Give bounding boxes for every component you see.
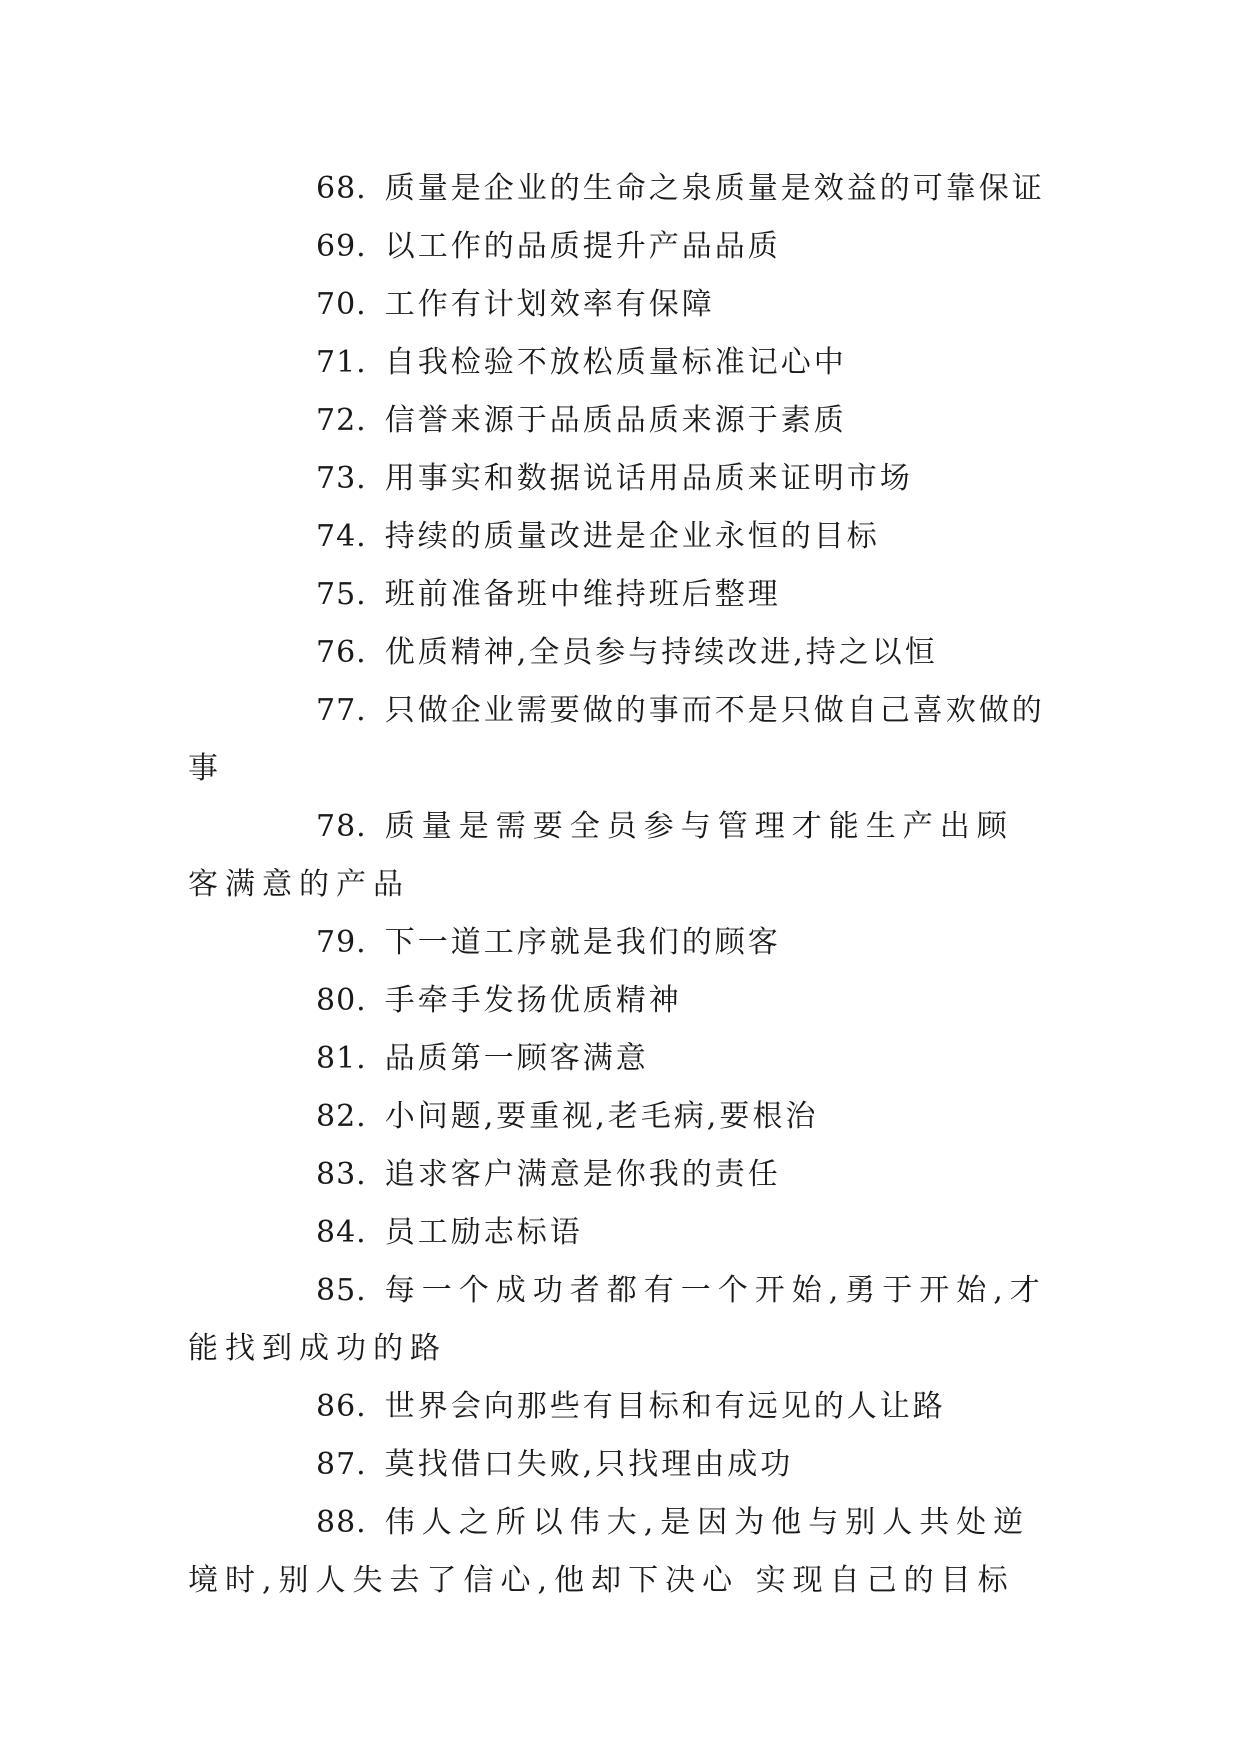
item-text: 品质第一顾客满意 (384, 1041, 649, 1076)
item-number: 88. (316, 1505, 367, 1540)
item-text: 追求客户满意是你我的责任 (384, 1157, 781, 1192)
item-number: 69. (316, 229, 367, 264)
list-item (188, 624, 1048, 682)
item-number: 79. (316, 925, 367, 960)
item-text: 员工励志标语 (384, 1215, 583, 1250)
list-item (188, 450, 1048, 508)
item-text: 只做企业需要做的事而不是只做自己喜欢做的事 (188, 693, 1045, 786)
item-number: 75. (316, 577, 367, 612)
item-number: 77. (316, 693, 367, 728)
item-number: 68. (316, 171, 367, 206)
item-number: 80. (316, 983, 367, 1018)
list-item (188, 914, 1048, 972)
item-text: 用事实和数据说话用品质来证明市场 (384, 461, 913, 496)
item-text: 世界会向那些有目标和有远见的人让路 (384, 1389, 946, 1424)
item-number: 78. (316, 809, 367, 844)
list-item (188, 160, 1048, 218)
list-item (188, 276, 1048, 334)
list-item (188, 1146, 1048, 1204)
item-text: 下一道工序就是我们的顾客 (384, 925, 781, 960)
item-number: 82. (316, 1099, 367, 1134)
item-number: 76. (316, 635, 367, 670)
item-text: 手牵手发扬优质精神 (384, 983, 682, 1018)
list-item (188, 1262, 1048, 1378)
list-item (188, 798, 1048, 914)
item-number: 72. (316, 403, 367, 438)
item-text: 自我检验不放松质量标准记心中 (384, 345, 847, 380)
item-text: 莫找借口失败,只找理由成功 (384, 1447, 794, 1482)
item-number: 81. (316, 1041, 367, 1076)
item-text: 每一个成功者都有一个开始,勇于开始,才能找到成功的路 (188, 1273, 1047, 1366)
item-number: 71. (316, 345, 367, 380)
item-text: 质量是需要全员参与管理才能生产出顾客满意的产品 (188, 809, 1014, 902)
item-number: 85. (316, 1273, 367, 1308)
list-item (188, 972, 1048, 1030)
list-item (188, 508, 1048, 566)
list-item (188, 1436, 1048, 1494)
item-number: 83. (316, 1157, 367, 1192)
list-item (188, 1494, 1048, 1610)
list-item (188, 682, 1048, 798)
item-number: 86. (316, 1389, 367, 1424)
item-text: 以工作的品质提升产品品质 (384, 229, 781, 264)
list-item (188, 334, 1048, 392)
list-item (188, 218, 1048, 276)
item-number: 84. (316, 1215, 367, 1250)
list-item (188, 1378, 1048, 1436)
list-item (188, 1204, 1048, 1262)
item-text: 信誉来源于品质品质来源于素质 (384, 403, 847, 438)
list-item (188, 566, 1048, 624)
item-number: 73. (316, 461, 367, 496)
item-text: 伟人之所以伟大,是因为他与别人共处逆境时,别人失去了信心,他却下决心 实现自己的目标 (188, 1505, 1031, 1598)
item-text: 工作有计划效率有保障 (384, 287, 715, 322)
item-text: 小问题,要重视,老毛病,要根治 (384, 1099, 819, 1134)
item-number: 70. (316, 287, 367, 322)
item-number: 74. (316, 519, 367, 554)
list-item (188, 1088, 1048, 1146)
slogan-list (188, 160, 1048, 1610)
item-number: 87. (316, 1447, 367, 1482)
item-text: 质量是企业的生命之泉质量是效益的可靠保证 (384, 171, 1045, 206)
list-item (188, 392, 1048, 450)
item-text: 班前准备班中维持班后整理 (384, 577, 781, 612)
list-item (188, 1030, 1048, 1088)
item-text: 优质精神,全员参与持续改进,持之以恒 (384, 635, 938, 670)
item-text: 持续的质量改进是企业永恒的目标 (384, 519, 880, 554)
